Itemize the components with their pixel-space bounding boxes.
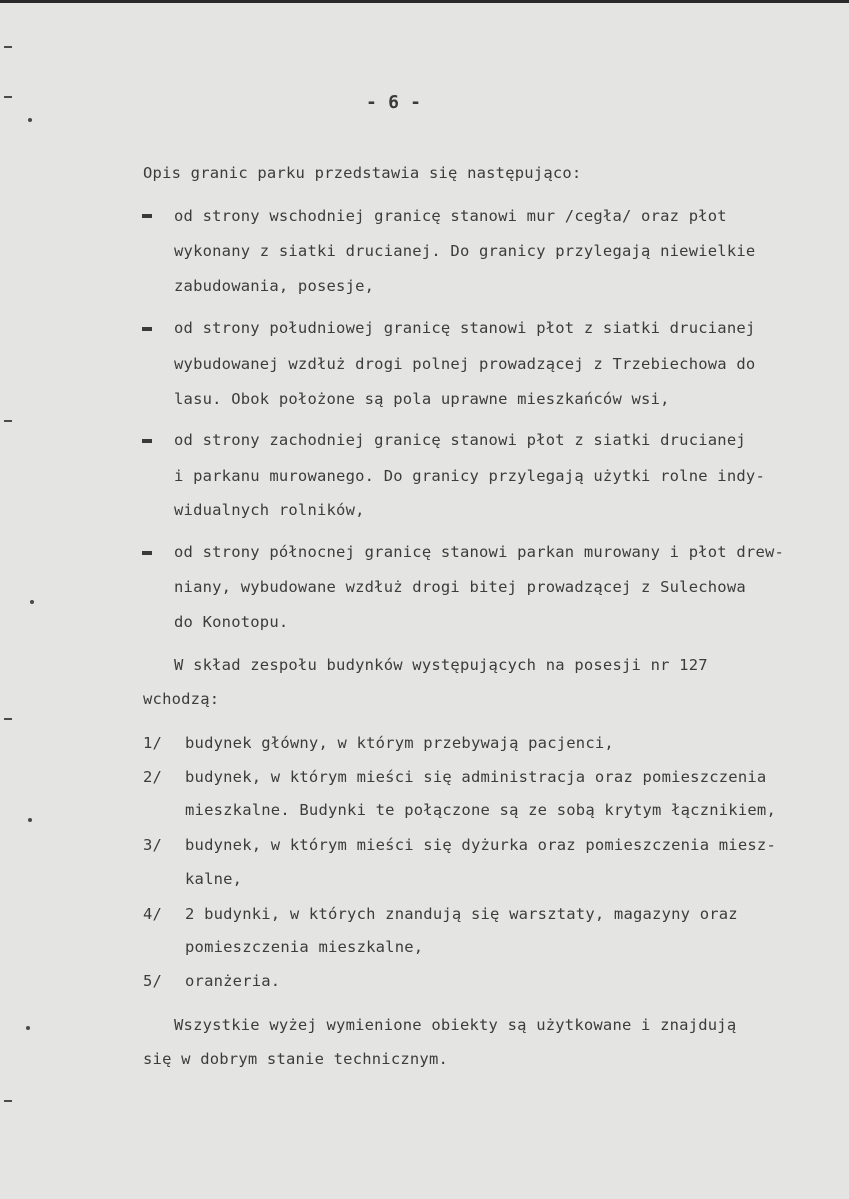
building-line: oranżeria. <box>185 972 281 990</box>
building-line: kalne, <box>185 870 243 888</box>
boundary-line: od strony wschodniej granicę stanowi mur /cegła/ oraz płot <box>174 207 727 225</box>
building-line: mieszkalne. Budynki te połączone są ze sobą krytym łącznikiem, <box>185 801 776 819</box>
boundary-line: wybudowanej wzdłuż drogi polnej prowadzącej z Trzebiechowa do <box>174 355 756 373</box>
boundary-line: od strony południowej granicę stanowi płot z siatki drucianej <box>174 319 756 337</box>
margin-mark <box>4 46 12 48</box>
boundary-line: lasu. Obok położone są pola uprawne mieszkańców wsi, <box>174 390 670 408</box>
margin-mark <box>4 96 12 98</box>
conclusion-line: się w dobrym stanie technicznym. <box>143 1050 449 1068</box>
page-number: - 6 - <box>366 92 422 113</box>
scan-speck <box>28 118 32 122</box>
boundary-line: od strony północnej granicę stanowi parkan murowany i płot drew- <box>174 543 785 561</box>
boundary-line: wykonany z siatki drucianej. Do granicy przylegają niewielkie <box>174 242 756 260</box>
building-line: 2 budynki, w których znandują się warsztaty, magazyny oraz <box>185 905 738 923</box>
margin-mark <box>4 1100 12 1102</box>
list-number: 2/ <box>143 768 163 786</box>
building-line: budynek, w którym mieści się administracja oraz pomieszczenia <box>185 768 767 786</box>
bullet-dash <box>142 327 152 331</box>
list-number: 5/ <box>143 972 163 990</box>
bullet-dash <box>142 214 152 218</box>
scan-speck <box>28 818 32 822</box>
buildings-intro-line: W skład zespołu budynków występujących na posesji nr 127 <box>174 656 708 674</box>
list-number: 3/ <box>143 836 163 854</box>
bullet-dash <box>142 439 152 443</box>
buildings-intro-line: wchodzą: <box>143 690 220 708</box>
list-number: 1/ <box>143 734 163 752</box>
conclusion-line: Wszystkie wyżej wymienione obiekty są użytkowane i znajdują <box>174 1016 737 1034</box>
boundary-line: zabudowania, posesje, <box>174 277 375 295</box>
boundary-line: do Konotopu. <box>174 613 289 631</box>
building-line: pomieszczenia mieszkalne, <box>185 938 424 956</box>
building-line: budynek, w którym mieści się dyżurka oraz pomieszczenia miesz- <box>185 836 776 854</box>
margin-mark <box>4 718 12 720</box>
boundary-line: niany, wybudowane wzdłuż drogi bitej prowadzącej z Sulechowa <box>174 578 746 596</box>
scan-speck <box>30 600 34 604</box>
margin-mark <box>4 420 12 422</box>
top-edge <box>0 0 849 3</box>
boundary-line: od strony zachodniej granicę stanowi płot z siatki drucianej <box>174 431 746 449</box>
building-line: budynek główny, w którym przebywają pacjenci, <box>185 734 614 752</box>
intro-text: Opis granic parku przedstawia się następująco: <box>143 164 582 182</box>
bullet-dash <box>142 551 152 555</box>
scan-speck <box>26 1026 30 1030</box>
boundary-line: i parkanu murowanego. Do granicy przylegają użytki rolne indy- <box>174 467 765 485</box>
boundary-line: widualnych rolników, <box>174 501 365 519</box>
list-number: 4/ <box>143 905 163 923</box>
